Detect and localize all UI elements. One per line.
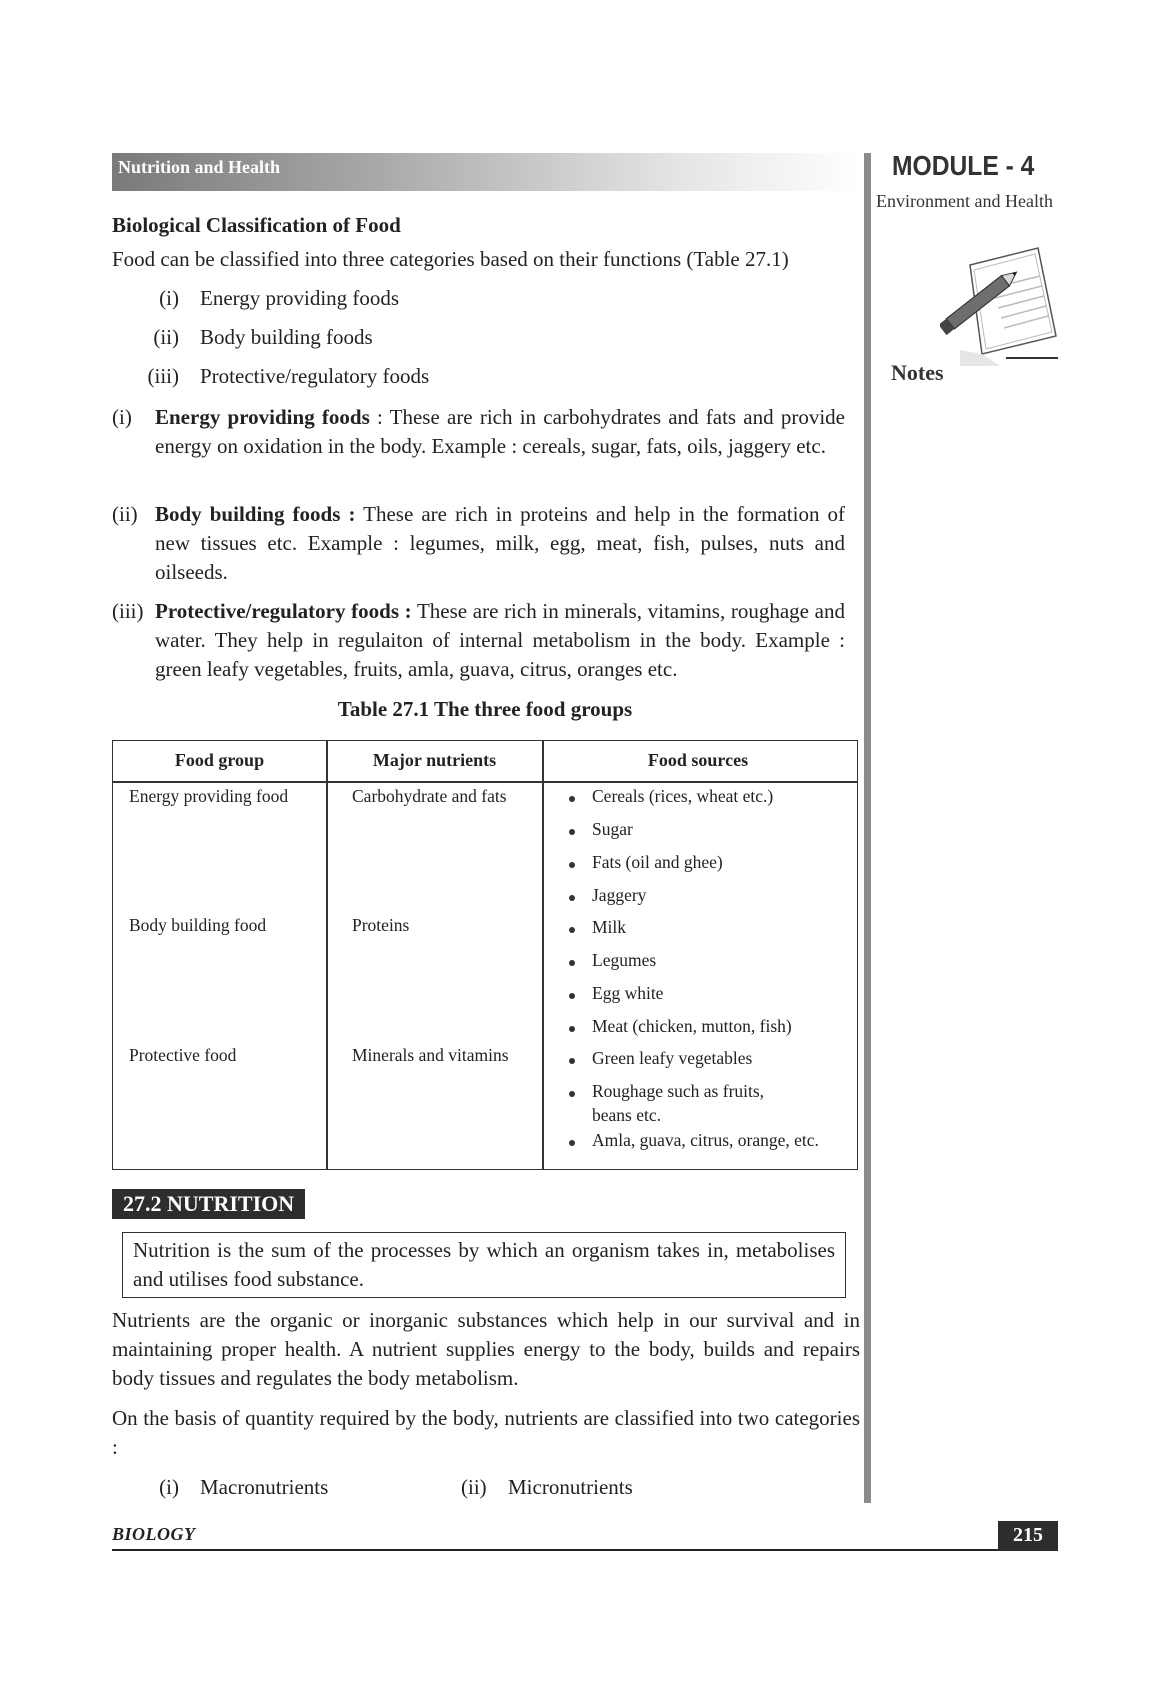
table-header-rule — [113, 781, 857, 783]
table-header-cell: Food group — [174, 750, 265, 770]
notepad-pencil-icon — [940, 240, 1060, 370]
bullet-icon — [569, 993, 575, 999]
footer-subject: BIOLOGY — [112, 1524, 196, 1544]
food-source-item: Sugar — [592, 819, 633, 839]
table-column-rule — [542, 741, 544, 1169]
bullet-icon — [569, 1058, 575, 1064]
bullet-icon — [569, 1091, 575, 1097]
intro-paragraph: Food can be classified into three categories based on their functions (Table 27.1) — [112, 247, 789, 271]
bullet-icon — [569, 796, 575, 802]
table-cell-group: Protective food — [129, 1045, 237, 1065]
food-source-item: Meat (chicken, mutton, fish) — [592, 1016, 792, 1036]
table-cell-nutrients: Proteins — [352, 915, 410, 935]
food-source-item: Green leafy vegetables — [592, 1048, 753, 1068]
section-heading: Biological Classification of Food — [112, 213, 401, 237]
table-column-rule — [326, 741, 328, 1169]
nutrient-type-number: (i) — [159, 1475, 179, 1499]
category-number: (ii) — [153, 325, 179, 349]
detail-separator: : — [369, 405, 390, 429]
category-label: Protective/regulatory foods — [200, 364, 430, 388]
food-source-item-continued: beans etc. — [592, 1105, 661, 1125]
module-title: MODULE - 4 — [892, 150, 1035, 181]
detail-text: These are rich in proteins and help in the formation of new tissues etc. Example : legumes, milk, egg, meat, fish, pulses, nuts and oilseeds. — [155, 502, 846, 584]
detail-energy — [155, 403, 845, 461]
categories-paragraph: On the basis of quantity required by the body, nutrients are classified into two categories : — [112, 1406, 860, 1459]
header-band — [112, 153, 862, 191]
nutrition-section-heading: 27.2 NUTRITION — [112, 1189, 305, 1219]
detail-title: Energy providing foods — [155, 405, 370, 429]
notes-label: Notes — [891, 360, 944, 385]
bullet-icon — [569, 1140, 575, 1146]
bullet-icon — [569, 927, 575, 933]
nutrient-type-label: Micronutrients — [508, 1475, 633, 1499]
bullet-icon — [569, 829, 575, 835]
bullet-icon — [569, 1026, 575, 1032]
detail-text: These are rich in carbohydrates and fats and provide energy on oxidation in the body. Example : cereals, sugar, fats, oils, jaggery etc. — [155, 405, 845, 458]
table-caption: Table 27.1 The three food groups — [337, 697, 633, 721]
table-cell-nutrients: Carbohydrate and fats — [352, 786, 507, 806]
table-header-cell: Food sources — [647, 750, 749, 770]
nutrient-type-number: (ii) — [461, 1475, 487, 1499]
margin-divider — [864, 153, 871, 1503]
bullet-icon — [569, 862, 575, 868]
food-groups-table — [112, 740, 858, 1170]
detail-title: Body building foods : — [155, 502, 356, 526]
food-source-item: Cereals (rices, wheat etc.) — [592, 786, 774, 806]
detail-separator — [355, 502, 363, 526]
food-source-item: Jaggery — [592, 885, 647, 905]
page-number: 215 — [998, 1521, 1058, 1551]
food-source-item: Amla, guava, citrus, orange, etc. — [592, 1130, 819, 1150]
table-cell-nutrients: Minerals and vitamins — [352, 1045, 509, 1065]
detail-body-building — [155, 500, 845, 587]
food-source-item: Fats (oil and ghee) — [592, 852, 723, 872]
detail-protective — [155, 597, 845, 684]
category-label: Body building foods — [200, 325, 373, 349]
header-band-label: Nutrition and Health — [118, 157, 281, 177]
detail-number: (i) — [112, 405, 132, 429]
table-header-cell: Major nutrients — [372, 750, 497, 770]
food-source-item: Milk — [592, 917, 627, 937]
category-number: (iii) — [147, 364, 179, 388]
module-subtitle: Environment and Health — [876, 191, 1053, 211]
food-source-item: Legumes — [592, 950, 657, 970]
footer-rule — [112, 1549, 1058, 1551]
table-cell-group: Energy providing food — [129, 786, 289, 806]
category-label: Energy providing foods — [200, 286, 400, 310]
detail-title: Protective/regulatory foods : — [155, 599, 412, 623]
definition-box: Nutrition is the sum of the processes by which an organism takes in, metabolises and utilises food substance. — [122, 1232, 846, 1298]
detail-number: (ii) — [112, 502, 138, 526]
nutrient-type-label: Macronutrients — [200, 1475, 329, 1499]
bullet-icon — [569, 895, 575, 901]
food-source-item: Roughage such as fruits, — [592, 1081, 765, 1101]
nutrients-paragraph: Nutrients are the organic or inorganic substances which help in our survival and in maintaining proper health. A nutrient supplies energy to the body, builds and repairs body tissues and regulates the body metabolism. — [112, 1308, 860, 1390]
notes-rule — [1006, 357, 1058, 359]
table-cell-group: Body building food — [129, 915, 267, 935]
detail-number: (iii) — [112, 599, 144, 623]
category-number: (i) — [159, 286, 179, 310]
bullet-icon — [569, 960, 575, 966]
food-source-item: Egg white — [592, 983, 664, 1003]
detail-text: These are rich in minerals, vitamins, roughage and water. They help in regulaiton of internal metabolism in the body. Example : green leafy vegetables, fruits, amla, guava, citrus, oranges etc. — [155, 599, 845, 681]
